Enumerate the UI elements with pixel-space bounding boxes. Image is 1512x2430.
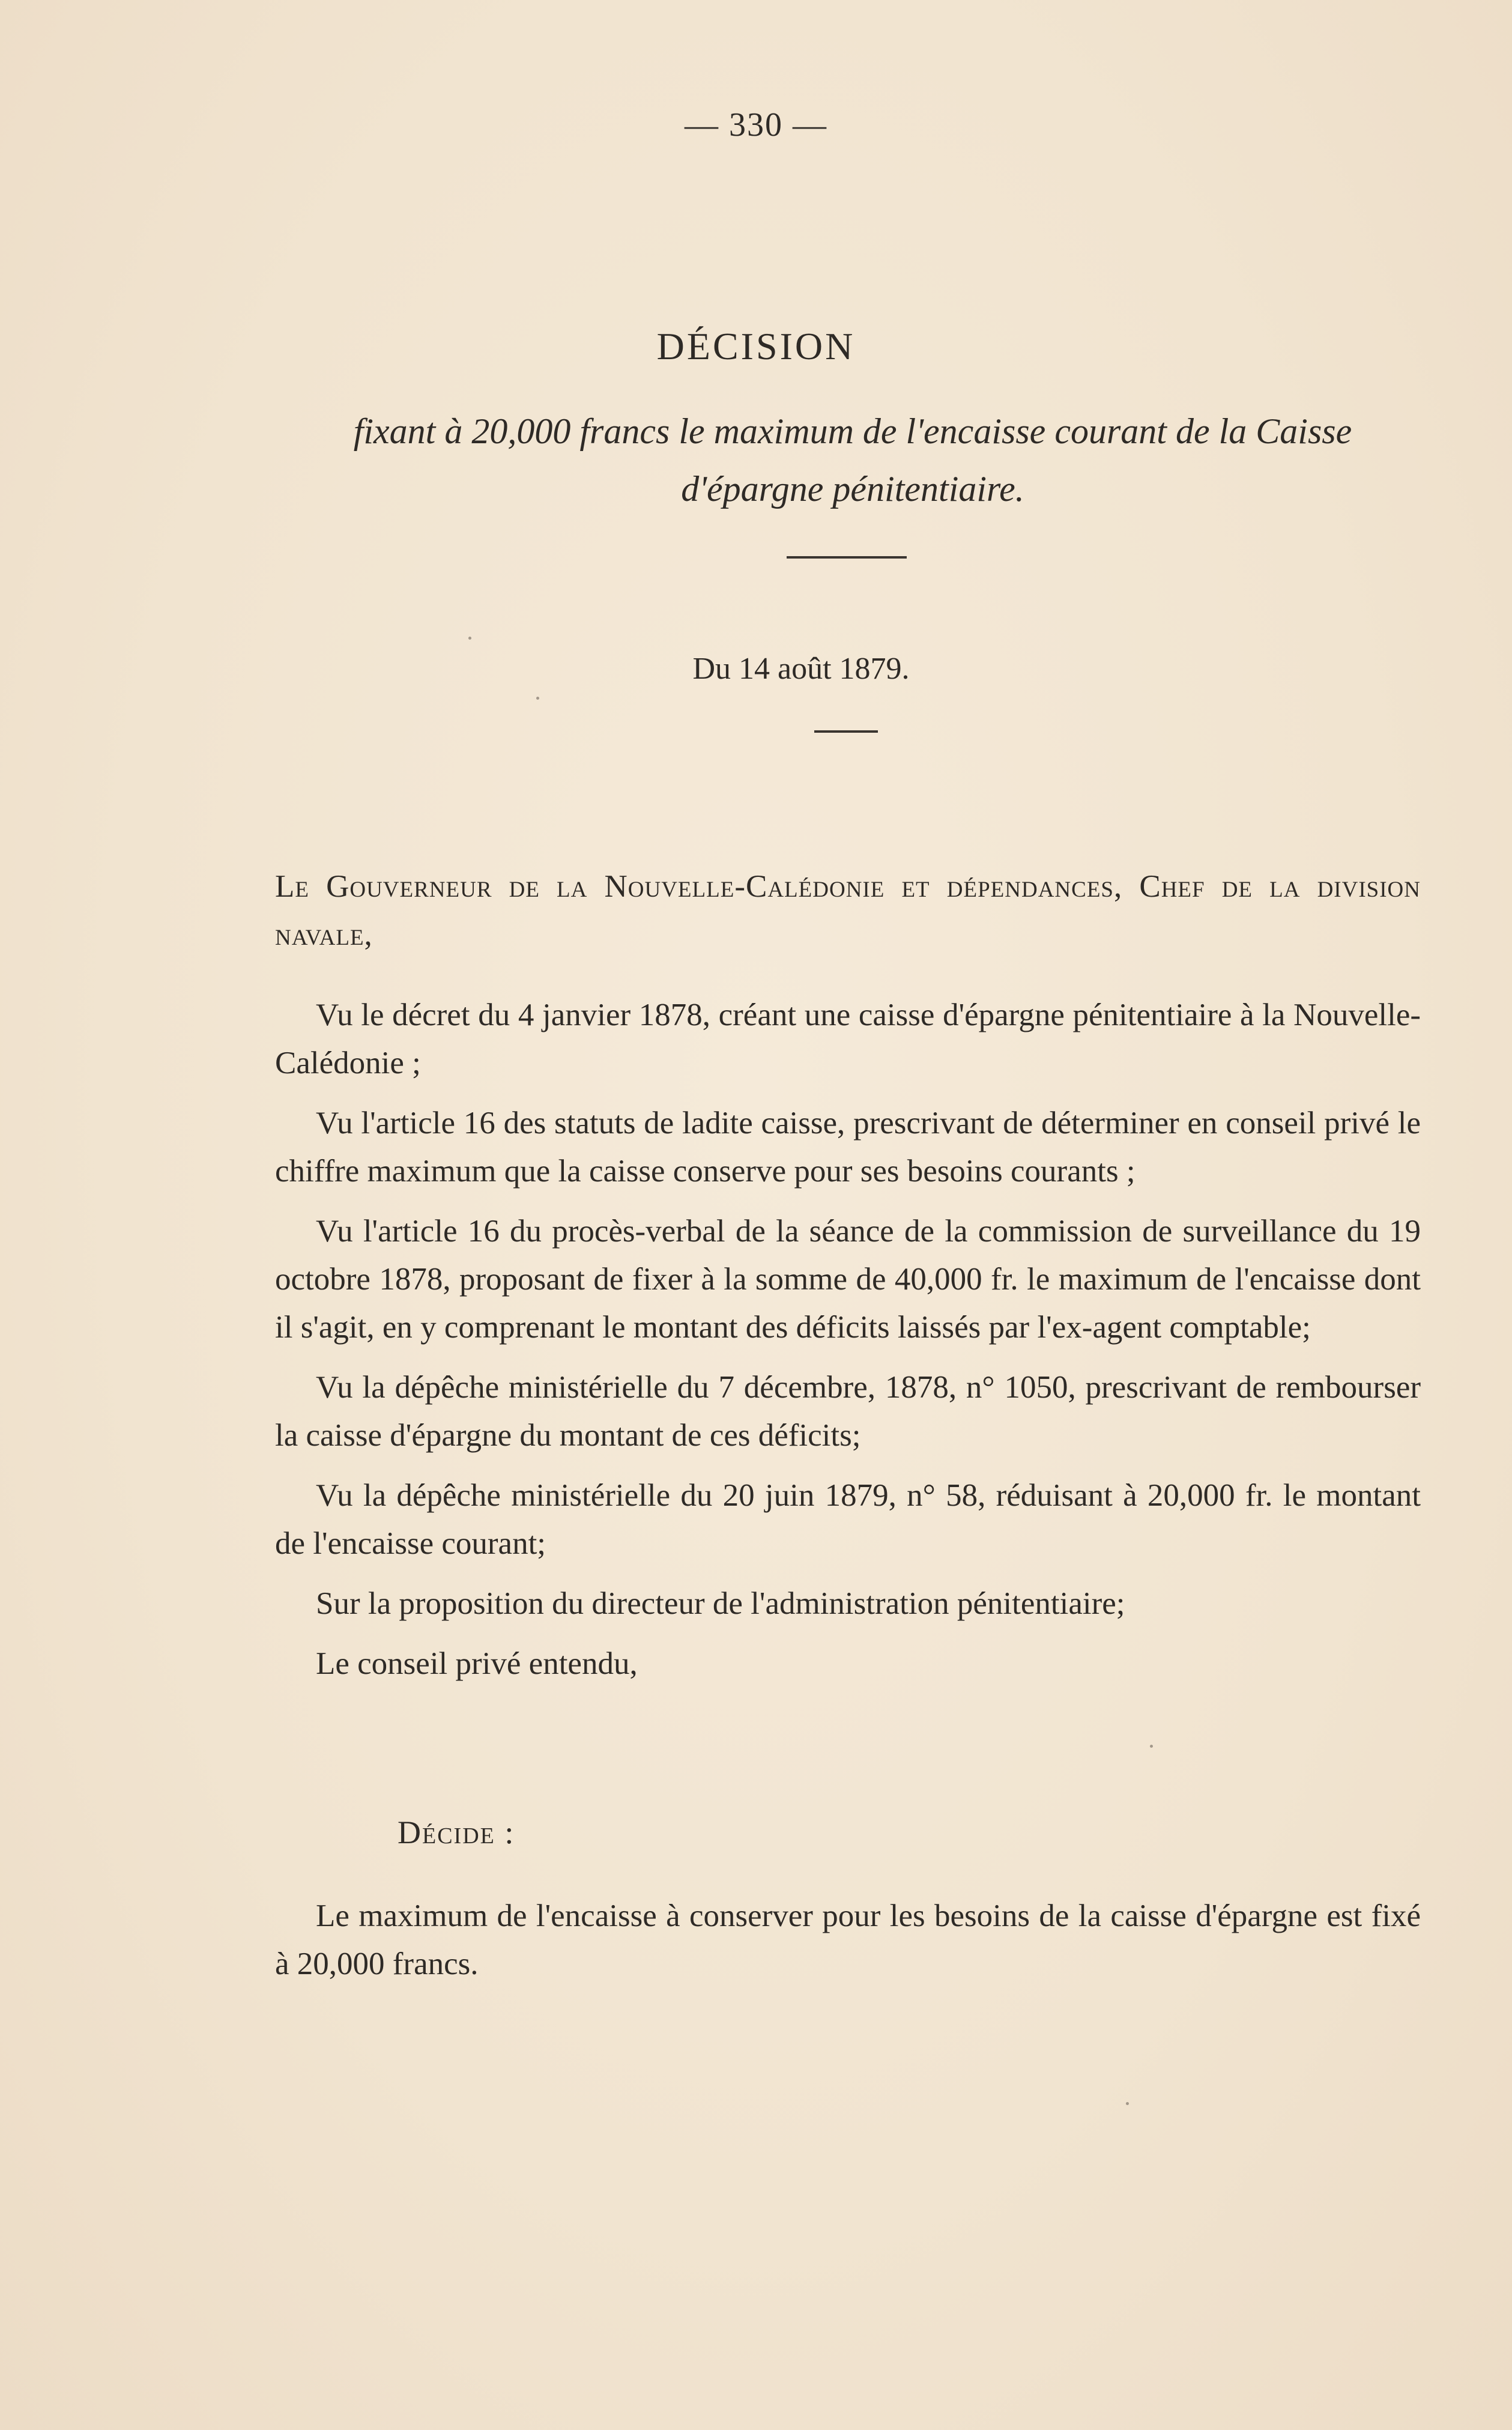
- separator-rule: [787, 556, 907, 559]
- paper-speck: [536, 697, 539, 700]
- document-subtitle: fixant à 20,000 francs le maximum de l'encaisse courant de la Caisse d'épargne pénitentiaire.: [353, 411, 1352, 509]
- paper-speck: [468, 637, 471, 640]
- page-number: — 330 —: [685, 106, 827, 144]
- decision-conclusion: [275, 1892, 1421, 1988]
- considerations-list: [275, 991, 1421, 1700]
- paper-speck: [1126, 2102, 1129, 2105]
- consideration-paragraph: Le conseil privé entendu,: [316, 1646, 638, 1681]
- consideration-paragraph: Vu l'article 16 des statuts de ladite caisse, prescrivant de déterminer en conseil privé le chiffre maximum que la caisse conserve pour ses besoins courants ;: [275, 1106, 1421, 1189]
- issuing-authority: Le Gouverneur de la Nouvelle-Calédonie et dépendances, Chef de la division navale,: [275, 869, 1421, 952]
- conclusion-paragraph: Le maximum de l'encaisse à conserver pour les besoins de la caisse d'épargne est fixé à 20,000 francs.: [275, 1898, 1421, 1981]
- separator-rule-short: [814, 730, 878, 733]
- document-title: DÉCISION: [656, 325, 856, 368]
- consideration-paragraph: Vu la dépêche ministérielle du 20 juin 1879, n° 58, réduisant à 20,000 fr. le montant de l'encaisse courant;: [275, 1478, 1421, 1561]
- decide-heading: Décide :: [398, 1814, 515, 1850]
- consideration-paragraph: Sur la proposition du directeur de l'administration pénitentiaire;: [316, 1586, 1125, 1621]
- consideration-paragraph: Vu le décret du 4 janvier 1878, créant une caisse d'épargne pénitentiaire à la Nouvelle-Calédonie ;: [275, 998, 1421, 1080]
- consideration-paragraph: Vu l'article 16 du procès-verbal de la séance de la commission de surveillance du 19 octobre 1878, proposant de fixer à la somme de 40,000 fr. le maximum de l'encaisse dont il s'agit, en y comprenant le montant des déficits laissés par l'ex-agent comptable;: [275, 1214, 1421, 1345]
- decision-date: Du 14 août 1879.: [692, 652, 910, 686]
- paper-speck: [1150, 1745, 1153, 1748]
- consideration-paragraph: Vu la dépêche ministérielle du 7 décembre, 1878, n° 1050, prescrivant de rembourser la caisse d'épargne du montant de ces déficits;: [275, 1370, 1421, 1453]
